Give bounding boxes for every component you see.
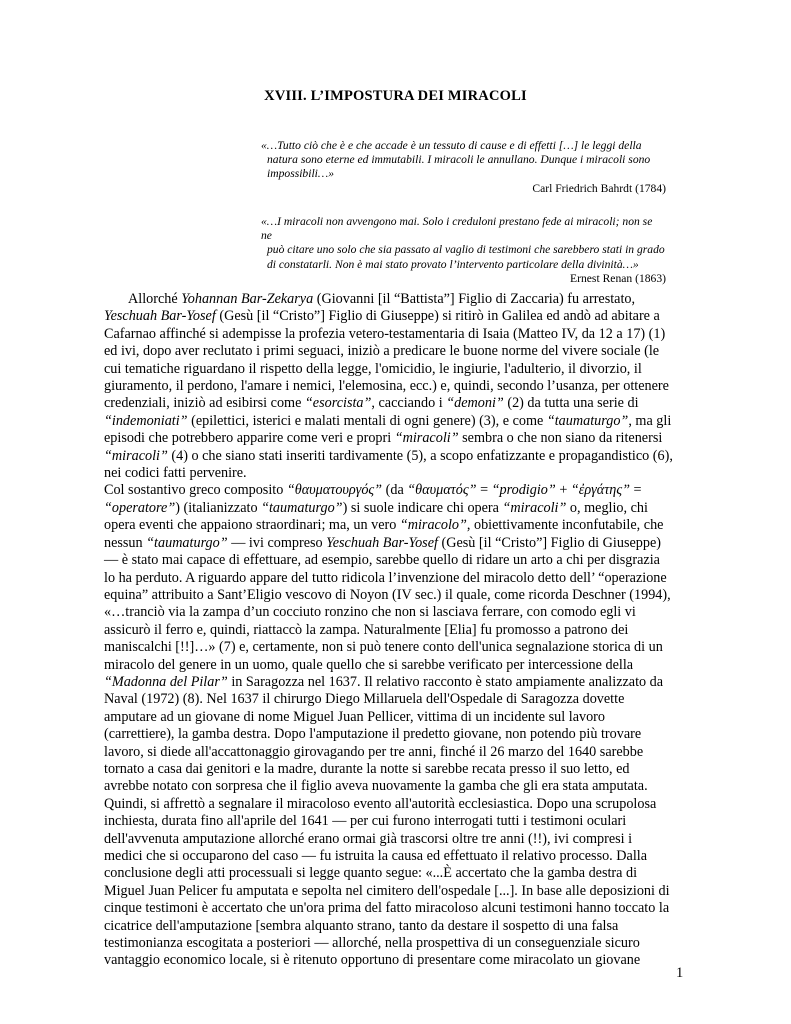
body-line: testimonianza escogitata a posteriori ― allorché, nella prospettiva di un conseguenziale sicuro [104, 935, 640, 952]
body-line: “Madonna del Pilar” in Saragozza nel 1637. Il relativo racconto è stato ampiamente analizzato da [104, 673, 664, 690]
body-line: “operatore”) (italianizzato “taumaturgo”) si suole indicare chi opera “miracoli” o, meglio, chi [104, 499, 648, 516]
body-line: nei codici fatti pervenire. [104, 465, 247, 482]
epigraph-line: impossibili…» [267, 167, 334, 181]
body-line: Col sostantivo greco composito “θαυματουργός” (da “θαυματός” = “prodigio” + “ἐργάτης” = [104, 482, 642, 499]
body-line: cui tematiche riguardano il rispetto della legge, l'omicidio, le ingiurie, l'adulterio, il divorzio, il [104, 360, 642, 377]
body-line: tornato a casa dai genitori e la madre, durante la notte si sarebbe recata presso il suo letto, ed [104, 760, 630, 777]
body-line: Allorché Yohannan Bar-Zekarya (Giovanni [il “Battista”] Figlio di Zaccaria) fu arrestato, [128, 291, 636, 307]
body-line: cicatrice dell'amputazione [sembra alquanto strano, tanto da destare il sospetto di una falsa [104, 917, 619, 934]
body-line: conclusione degli atti processuali si legge quanto segue: «...È accertato che la gamba destra di [104, 865, 638, 882]
body-line: «…tranciò via la zampa d’un cocciuto ronzino che non si lasciava ferrare, con comodo egli vi [104, 604, 636, 621]
body-line: lo ha perduto. A riguardo appare del tutto ridicola l’invenzione del miracolo detto dell’ “operazione [104, 569, 667, 586]
body-line: cinque testimoni è accertato che un'ora prima del fatto miracoloso alcuni testimoni hanno toccato la [104, 900, 670, 917]
italic-term: “prodigio” [491, 482, 556, 499]
epigraph-author: Carl Friedrich Bahrdt (1784) [532, 181, 666, 195]
epigraph-line: di constatarli. Non è mai stato provato l’intervento particolare della divinità…» [267, 257, 639, 271]
epigraph-quote [261, 139, 666, 182]
italic-term: Yeschuah Bar-Yosef [104, 308, 216, 325]
body-line: Quindi, si affrettò a segnalare il miracoloso evento all'autorità ecclesiastica. Dopo una scrupolosa [104, 795, 657, 812]
body-line: ― è stato mai capace di effettuare, ad esempio, sarebbe quello di ridare un arto a chi per disgrazia [104, 552, 660, 569]
italic-term: “Madonna del Pilar” [104, 673, 228, 690]
body-line: episodi che potrebbero apparire come veri e propri “miracoli” sembra o che non siano da ritenersi [104, 430, 663, 447]
body-line: Cafarnao affinché si adempisse la profezia vetero-testamentaria di Isaia (Matteo IV, da 12 a 17) (1) [104, 325, 666, 342]
italic-term: “miracoli” [502, 499, 567, 516]
chapter-title: XVIII. L’IMPOSTURA DEI MIRACOLI [264, 88, 527, 104]
body-line: “indemoniati” (epilettici, isterici e malati mentali di ogni genere) (3), e come “taumaturgo”, ma gli [104, 412, 672, 429]
body-line: (carrettiere), la gamba destra. Dopo l'amputazione il predetto giovane, non potendo più trovare [104, 726, 642, 743]
body-line: assicurò il ferro e, quindi, riattaccò la zampa. Naturalmente [Elia] fu promosso a patrono dei [104, 621, 629, 638]
italic-term: Yohannan Bar-Zekarya [181, 291, 314, 307]
body-line: opera eventi che appaiono straordinari; ma, un vero “miracolo”, obiettivamente inconfutabile, che [104, 517, 664, 534]
body-line: avrebbe notato con sorpresa che il figlio aveva nuovamente la gamba che gli era stata amputata. [104, 778, 648, 795]
body-line: amputare ad un giovane di nome Miguel Juan Pellicer, vittima di un incidente sul lavoro [104, 708, 605, 725]
italic-term: “θαυματός” [407, 482, 477, 499]
italic-term: “operatore” [104, 499, 176, 516]
page-number: 1 [676, 965, 684, 981]
italic-term: “indemoniati” [104, 412, 188, 429]
body-line: equina” attribuito a Sant’Eligio vescovo di Noyon (IV sec.) il quale, come ricorda Deschner (1994), [104, 586, 671, 603]
body-line: lavoro, si diede all'accattonaggio girovagando per tre anni, finché il 26 marzo del 1640 sarebbe [104, 743, 644, 760]
italic-term: “ἐργάτης” [570, 482, 630, 499]
italic-term: “miracoli” [394, 430, 459, 447]
italic-term: “θαυματουργός” [286, 482, 383, 499]
body-line: dell'avvenuta amputazione allorché erano ormai già trascorsi oltre tre anni (!!), ivi compresi i [104, 830, 633, 847]
italic-term: “miracolo” [399, 517, 467, 534]
body-line: medici che si occuparono del caso ― fu istruita la causa ed effettuato il relativo processo. Dalla [104, 848, 647, 864]
body-line: Naval (1972) (8). Nel 1637 il chirurgo Diego Millaruela dell'Ospedale di Saragozza dovette [104, 691, 625, 708]
italic-term: “miracoli” [104, 447, 168, 464]
epigraph-bahrdt [261, 139, 666, 196]
epigraph-line: «…I miracoli non avvengono mai. Solo i creduloni prestano fede ai miracoli; non se ne [261, 215, 653, 243]
italic-term: “taumaturgo” [146, 534, 228, 551]
epigraph-line: natura sono eterne ed immutabili. I miracoli le annullano. Dunque i miracoli sono [267, 153, 651, 167]
epigraph-quote [261, 215, 666, 272]
body-line: nessun “taumaturgo” ― ivi compreso Yeschuah Bar-Yosef (Gesù [il “Cristo”] Figlio di Giuseppe) [104, 534, 661, 551]
body-line: maniscalchi [!!]…» (7) e, certamente, non si può tenere conto dell'unica segnalazione storica di un [104, 639, 663, 656]
italic-term: “taumaturgo” [546, 412, 629, 429]
epigraph-line: «…Tutto ciò che è e che accade è un tessuto di cause e di effetti […] le leggi della [261, 139, 642, 152]
body-line: giuramento, il perdono, l'amare i nemici, l'elemosina, ecc.) e, quindi, secondo l’usanza, per ottenere [104, 378, 669, 395]
body-text [104, 291, 686, 970]
italic-term: “taumaturgo” [261, 499, 343, 516]
body-line: Miguel Juan Pelicer fu amputata e sepolta nel cimitero dell'ospedale [...]. In base alle deposizioni di [104, 882, 670, 899]
italic-term: Yeschuah Bar-Yosef [326, 534, 438, 551]
body-line: ed ivi, dopo aver reclutato i primi seguaci, iniziò a predicare le buone norme del vivere sociale (le [104, 343, 660, 360]
body-line: credenziali, iniziò ad esibirsi come “esorcista”, cacciando i “demoni” (2) da tutta una serie di [104, 395, 639, 412]
body-line: Yeschuah Bar-Yosef (Gesù [il “Cristo”] Figlio di Giuseppe) si ritirò in Galilea ed andò ad abitare a [104, 308, 660, 325]
italic-term: “demoni” [446, 395, 504, 412]
body-line: vantaggio economico locale, si è ritenuto opportuno di presentare come miracolato un giovane [104, 952, 641, 969]
epigraph-author: Ernest Renan (1863) [570, 271, 666, 285]
italic-term: “esorcista” [304, 395, 372, 412]
body-line: miracolo del genere in un uomo, quale quello che si sarebbe verificato per intercessione della [104, 656, 634, 673]
epigraph-renan [261, 215, 666, 286]
body-line: “miracoli” (4) o che siano stati inseriti tardivamente (5), a scopo enfatizzante e propagandistico (6), [104, 447, 673, 464]
epigraph-line: può citare uno solo che sia passato al vaglio di testimoni che sarebbero stati in grado [267, 243, 665, 257]
body-line: inchiesta, durata fino all'aprile del 1641 ― per cui furono interrogati tutti i testimoni oculari [104, 813, 627, 830]
